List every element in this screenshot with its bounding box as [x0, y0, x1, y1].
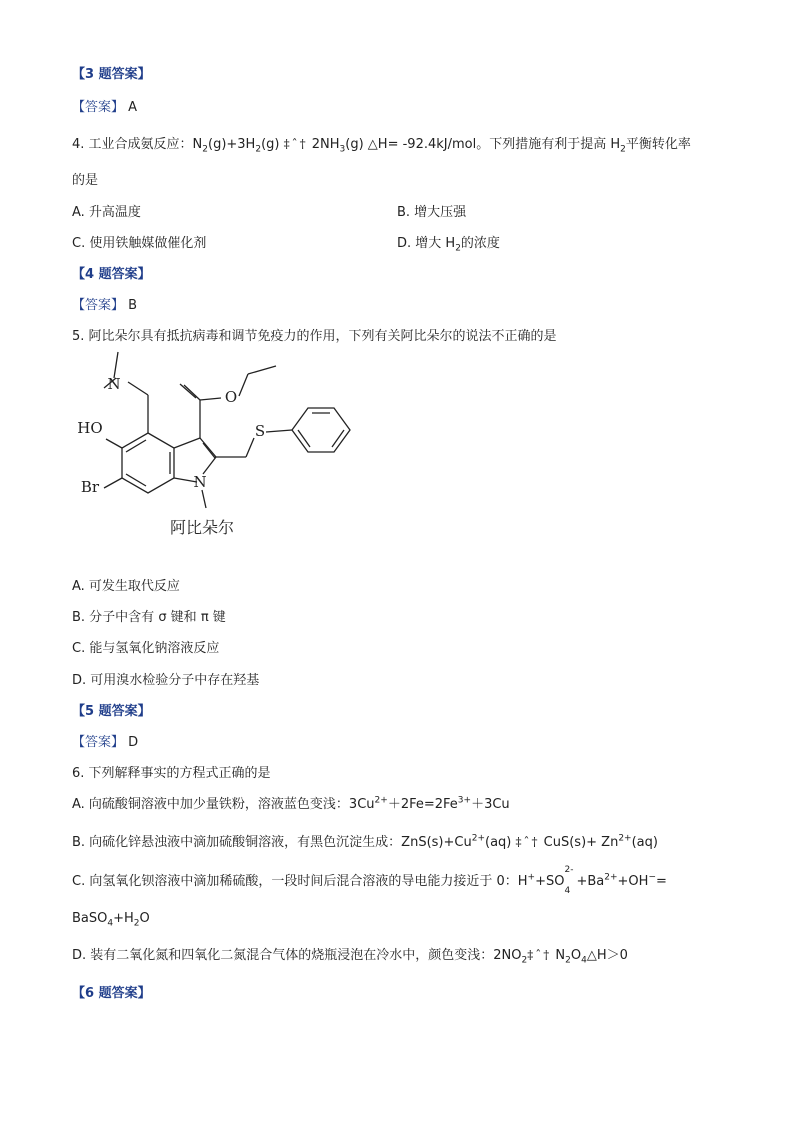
q5-option-d: D. 可用溴水检验分子中存在羟基 [72, 673, 260, 688]
q5-answer: 【答案】 D [72, 735, 139, 750]
molecule-caption: 阿比朵尔 [169, 518, 235, 537]
q6-option-b: B. 向硫化锌悬浊液中滴加硫酸铜溶液，有黑色沉淀生成：$ZnS(s)+Cu^{2+}(aq)$ ‡ˆ† $CuS(s)+ Zn^{2+}(aq)$ [72, 833, 658, 850]
atom-br: Br [80, 478, 100, 496]
equilibrium-arrow-icon: ‡ˆ† [527, 948, 552, 962]
q6-header: 【6 题答案】 [72, 986, 151, 1001]
q4-header: 【4 题答案】 [72, 267, 151, 282]
atom-n-ring: N [193, 473, 207, 491]
q5-option-a: A. 可发生取代反应 [72, 579, 180, 594]
atom-n-amine: N [107, 375, 121, 393]
q6-option-c-line2: $BaSO_4+H_2O$ [72, 911, 150, 929]
q6-option-c: C. 向氢氧化钡溶液中滴加稀硫酸，一段时间后混合溶液的导电能力接近于 0：H++SO 2- 4 $+Ba^{2+}+OH^-=$ [72, 865, 667, 896]
answer-label: 【答案】 [72, 100, 125, 115]
q5-option-b: B. 分子中含有 σ 键和 π 键 [72, 610, 226, 625]
q6-option-a: A. 向硫酸铜溶液中加少量铁粉，溶液蓝色变浅：$3Cu^{2+}+2Fe=2Fe^{3+}+3Cu$ [72, 795, 510, 812]
q4-option-d: D. 增大 $H_2$的浓度 [397, 236, 500, 254]
q3-answer [72, 99, 137, 117]
q4-option-a: A. 升高温度 [72, 205, 141, 220]
q5-header: 【5 题答案】 [72, 704, 151, 719]
q4-stem: 4. 工业合成氨反应：$N_2(g)+3H_2(g)$ ‡ˆ† $2NH_3(g)$ △H= -92.4kJ/mol。下列措施有利于提高 $H_2$平衡转化率 [72, 137, 691, 155]
q5-stem: 5. 阿比朵尔具有抵抗病毒和调节免疫力的作用，下列有关阿比朵尔的说法不正确的是 [72, 329, 557, 344]
atom-ho: HO [77, 419, 103, 437]
q4-option-c: C. 使用铁触媒做催化剂 [72, 236, 207, 251]
q6-option-d: D. 装有二氧化氮和四氧化二氮混合气体的烧瓶浸泡在冷水中，颜色变浅：$2NO_2\ddagger ˆ\dagger$ $N_2O_4\triangle H>0$ [72, 948, 628, 966]
q5-option-c: C. 能与氢氧化钠溶液反应 [72, 641, 220, 656]
atom-o-ester: O [224, 388, 238, 406]
q6-stem: 6. 下列解释事实的方程式正确的是 [72, 766, 271, 781]
atom-s: S [254, 422, 266, 440]
q4-option-b: B. 增大压强 [397, 205, 467, 220]
q3-header: 【3 题答案】 [72, 67, 151, 82]
q4-answer: 【答案】 B [72, 298, 138, 313]
q4-stem-line2: 的是 [72, 173, 99, 188]
equilibrium-arrow-icon: ‡ˆ† [283, 137, 308, 151]
answer-letter: A [128, 100, 138, 115]
arbidol-structure-diagram [66, 350, 366, 545]
equilibrium-arrow-icon: ‡ˆ† [515, 835, 540, 849]
